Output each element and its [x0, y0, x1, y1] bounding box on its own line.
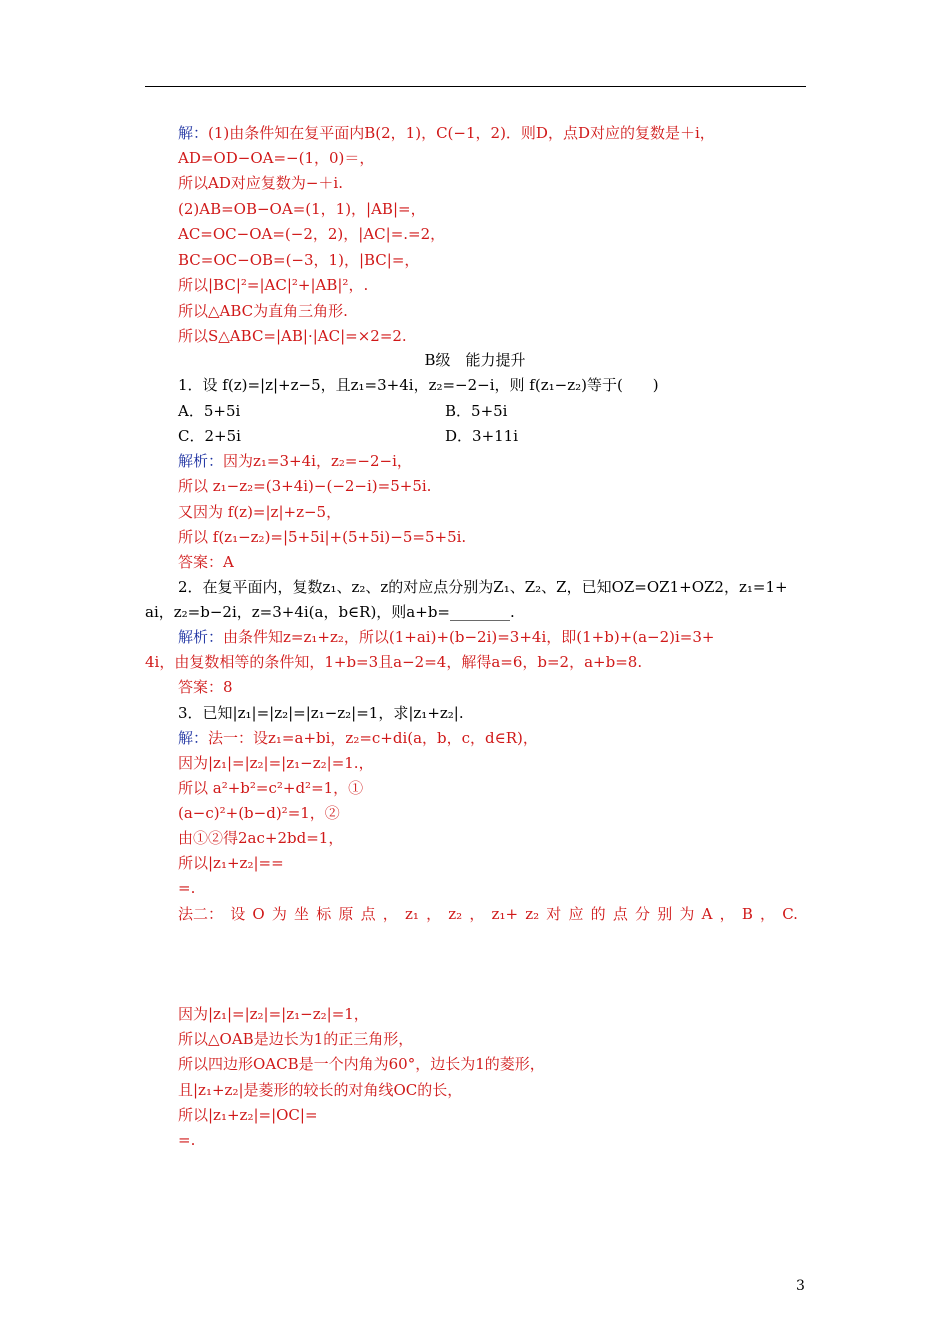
question-1: 1．设 f(z)=|z|+z−5，且z₁=3+4i，z₂=−2−i，则 f(z₁−z₂)等于( ): [178, 376, 659, 394]
question-3: 3．已知|z₁|=|z₂|=|z₁−z₂|=1，求|z₁+z₂|.: [178, 704, 464, 722]
label-analysis: 解析：: [178, 628, 224, 646]
answer-2: 答案：8: [178, 678, 233, 696]
text-line: 解：法一：设z₁=a+bi，z₂=c+di(a，b，c，d∈R)，: [178, 729, 538, 747]
text-line: 又因为 f(z)=|z|+z−5，: [178, 503, 342, 521]
option-c: C．2+5i: [178, 427, 241, 445]
text-line: 所以△OAB是边长为1的正三角形，: [178, 1030, 414, 1048]
text-line: 所以AD对应复数为−＋i.: [178, 174, 343, 192]
label-analysis: 解析：: [178, 452, 224, 470]
question-2: 2．在复平面内，复数z₁、z₂、z的对应点分别为Z₁、Z₂、Z，已知OZ=OZ1+OZ2，z₁=1+: [178, 578, 788, 596]
text-line: 所以△ABC为直角三角形.: [178, 302, 348, 320]
text-line: 且|z₁+z₂|是菱形的较长的对角线OC的长，: [178, 1081, 463, 1099]
option-b: B．5+5i: [445, 402, 508, 420]
text-line: =.: [178, 1131, 196, 1149]
text-line: 因为|z₁|=|z₂|=|z₁−z₂|=1，: [178, 1005, 369, 1023]
text-line: 4i，由复数相等的条件知，1+b=3且a−2=4，解得a=6，b=2，a+b=8.: [145, 653, 643, 671]
text-line: 所以 z₁−z₂=(3+4i)−(−2−i)=5+5i.: [178, 477, 432, 495]
text-line: 解：(1)由条件知在复平面内B(2，1)，C(−1，2)．则D，点D对应的复数是＋i，: [178, 124, 715, 142]
text-line: =.: [178, 879, 196, 897]
text-line: 所以 a²+b²=c²+d²=1，①: [178, 779, 364, 797]
text-line: 所以S△ABC=|AB|·|AC|=×2=2.: [178, 327, 407, 345]
label-solution: 解：: [178, 124, 209, 142]
text-line: 因为|z₁|=|z₂|=|z₁−z₂|=1.，: [178, 754, 374, 772]
text-line: BC=OC−OB=(−3，1)，|BC|=，: [178, 251, 420, 269]
text-line: 由①②得2ac+2bd=1，: [178, 829, 344, 847]
page-number: 3: [796, 1278, 805, 1294]
option-a: A．5+5i: [178, 402, 241, 420]
header-rule: [145, 86, 806, 87]
question-2-cont: ai，z₂=b−2i，z=3+4i(a，b∈R)，则a+b=________.: [145, 603, 515, 621]
text-line: 所以|BC|²=|AC|²+|AB|²，.: [178, 276, 369, 294]
text-line: 所以|z₁+z₂|=|OC|=: [178, 1106, 318, 1124]
text-line: 解析：因为z₁=3+4i，z₂=−2−i，: [178, 452, 412, 470]
option-d: D．3+11i: [445, 427, 519, 445]
method-two-line: 法二： 设 O 为 坐 标 原 点 ， z₁ ， z₂ ， z₁+ z₂ 对 应 的 点 分 别 为 A ， B ， C.: [178, 905, 798, 923]
label-solution: 解：: [178, 729, 209, 747]
text-line: AC=OC−OA=(−2，2)，|AC|=.=2，: [178, 225, 446, 243]
text-line: (a−c)²+(b−d)²=1，②: [178, 804, 340, 822]
text-line: 所以 f(z₁−z₂)=|5+5i|+(5+5i)−5=5+5i.: [178, 528, 467, 546]
answer-1: 答案：A: [178, 553, 234, 571]
section-heading: B级 能力提升: [424, 351, 526, 369]
text-line: 所以四边形OACB是一个内角为60°，边长为1的菱形，: [178, 1055, 545, 1073]
text-line: 解析：由条件知z=z₁+z₂，所以(1+ai)+(b−2i)=3+4i，即(1+b)+(a−2)i=3+: [178, 628, 715, 646]
text-line: 所以|z₁+z₂|==: [178, 854, 284, 872]
text-line: AD=OD−OA=−(1，0)＝，: [178, 149, 375, 167]
text-line: (2)AB=OB−OA=(1，1)，|AB|=，: [178, 200, 426, 218]
